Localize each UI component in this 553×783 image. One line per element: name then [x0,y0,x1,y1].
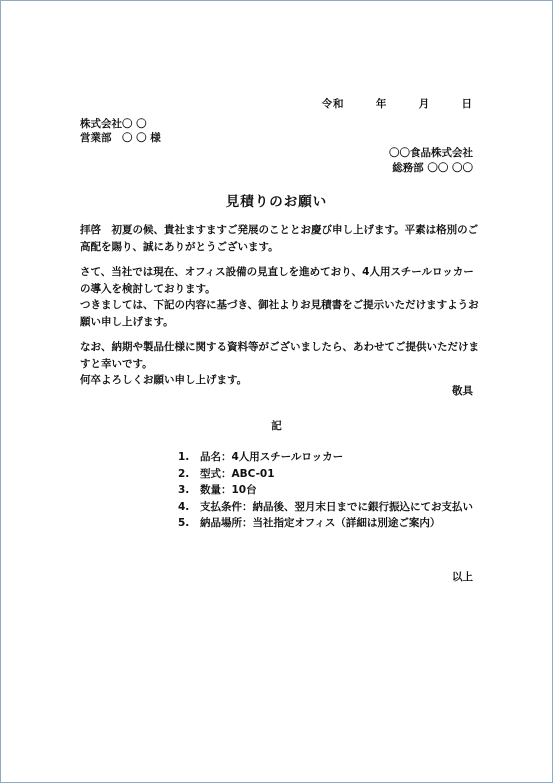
body-paragraph-4 [80,339,480,389]
body-paragraph-5-text: 何卒よろしくお願い申し上げます。 [80,374,248,386]
recipient-block [80,117,161,145]
list-item-text: 支払条件：納品後、翌月末日までに銀行振込にてお支払い [200,500,473,513]
date-day: 日 [461,98,473,110]
date-month: 月 [418,98,431,110]
list-item [178,482,478,499]
list-item [178,515,478,532]
list-item-text: 型式：ABC-01 [200,467,275,480]
list-item-number: 1. [178,451,190,463]
sender-block [389,146,473,176]
list-item [178,466,478,483]
body-paragraph-3-text: つきましては、下記の内容に基づき、御社よりお見積書をご提示いただけますようお願い申し上げます。 [80,299,479,328]
recipient-company: 株式会社〇 〇 [80,118,147,130]
closing-keigu: 敬具 [452,385,473,397]
list-item-number: 2. [178,467,190,480]
letter-body [80,222,480,398]
body-paragraph-2 [80,264,480,330]
sender-company: 〇〇食品株式会社 [389,147,473,159]
closing-ijou: 以上 [452,571,473,583]
list-item-number: 3. [178,484,190,496]
list-item [178,499,478,516]
list-item-text: 納品場所：当社指定オフィス（詳細は別途ご案内） [200,517,441,529]
sender-department: 総務部 〇〇 〇〇 [392,162,473,174]
list-item [178,449,478,466]
list-item-text: 数量：10台 [200,484,257,496]
list-item-text: 品名：4人用スチールロッカー [200,451,344,463]
list-item-number: 4. [178,500,190,513]
document-title: 見積りのお願い [225,194,328,210]
list-item-number: 5. [178,517,190,529]
date-era: 令和 [321,98,345,110]
body-paragraph-4-text: なお、納期や製品仕様に関する資料等がございましたら、あわせてご提供いただけますと幸いです。 [80,341,479,370]
date-line [1,96,473,111]
ki-heading: 記 [271,420,282,432]
item-list [178,449,478,532]
date-year: 年 [375,98,388,110]
body-paragraph-1: 拝啓 初夏の候、貴社ますますご発展のこととお慶び申し上げます。平素は格別のご高配を賜り、誠にありがとうございます。 [80,224,479,253]
recipient-department: 営業部 〇 〇 様 [80,132,161,144]
body-paragraph-2-text: さて、当社では現在、オフィス設備の見直しを進めており、4人用スチールロッカーの導入を検討しております。 [80,266,474,295]
